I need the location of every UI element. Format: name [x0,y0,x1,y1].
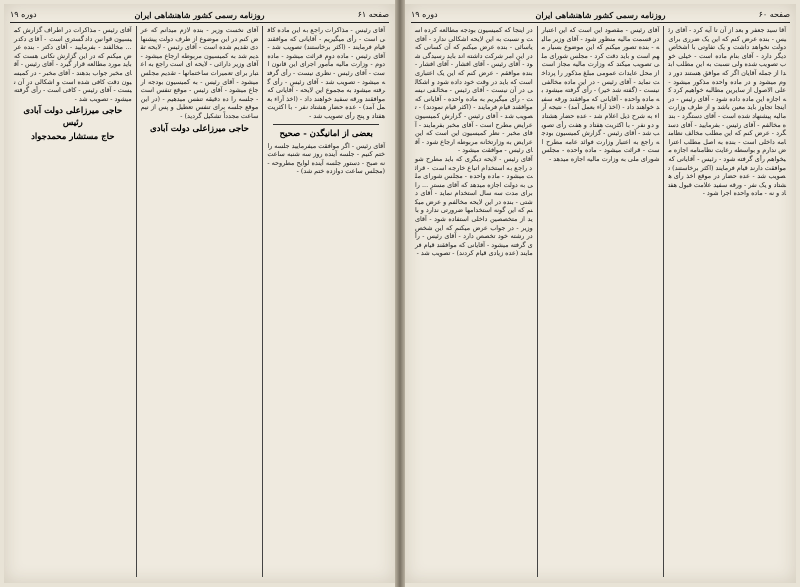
right-column-2 [537,26,664,577]
left-column-3 [10,26,136,577]
section-heading: حاج مستشار محمدجواد [31,132,115,143]
right-page-header [411,8,790,23]
section-heading: حاجی میرزاعلی دولت آبادی [150,123,249,134]
column-text: آقای رئیس - لایحه دیگری که باید مطرح شود راجع به استخدام اتباع خارجه است - قرائت میشود - ماده واحده - مجلس شورای ملی به دولت اجازه میدهد که آقای مستر ... را برای مدت سه سال استخدام نماید - آقای دشتی - بنده در این لایحه مخالفم و عرض میکنم که این گونه استخدامها ضرورتی ندارد و باید از متخصصین داخلی استفاده شود - آقای وزیر - در جواب عرض میکنم که این شخص در رشته خود تخصص دارد - آقای رئیس - رأی گرفته میشود - آقایانی که موافقند قیام فرمایند (عده زیادی قیام کردند) - تصویب شد - [412,154,533,258]
column-text: آقای رئیس - مقصود این است که این اعتبار در قسمت مالیه منظور شود - آقای وزیر مالیه - بنده تصور میکنم که این موضوع بسیار مهم است و باید دقت کرد - مجلس شورای ملی تصویب میکند که وزارت مالیه مجاز است از محل عایدات عمومی مبلغ مذکور را پرداخت نماید - آقای رئیس - در این ماده مخالفی نیست - (گفته شد خیر) - رأی گرفته میشود به ماده واحده - آقایانی که موافقند ورقه سفید خواهند داد - (اخذ آراء بعمل آمد) - نتیجه آراء به شرح ذیل اعلام شد - عده حضار هشتاد و دو نفر - با اکثریت هفتاد و هفت رأی تصویب شد - آقای رئیس - گزارش کمیسیون بودجه راجع به اعتبار وزارت فوائد عامه مطرح است - قرائت میشود - ماده واحده - مجلس شورای ملی به وزارت مالیه اجازه میدهد - [539,26,660,163]
column-text: آقای رئیس - مذاکرات راجع به این ماده کافی است - رأی میگیریم - آقایانی که موافقند قیام فرمایند - (اکثر برخاستند) تصویب شد - آقای رئیس - ماده دوم قرائت میشود - ماده دوم - وزارت مالیه مأمور اجرای این قانون است - آقای رئیس - نظری نیست - رأی گرفته میشود - تصویب شد - آقای رئیس - رأی گرفته میشود به مجموع این لایحه - آقایانی که موافقند ورقه سفید خواهند داد - (اخذ آراء بعمل آمد) - عده حضار هشتاد نفر - با اکثریت هفتاد و پنج رأی تصویب شد - [265,26,385,120]
column-text: آقای نخست وزیر - بنده لازم میدانم که عرض کنم در این موضوع از طرف دولت پیشنهادی تقدیم شده است - آقای رئیس - لایحه تقدیم شد به کمیسیون مربوطه ارجاع میشود - آقای وزیر دارائی - لایحه ای است راجع به اعتبار برای تعمیرات ساختمانها - تقدیم مجلس میشود - آقای رئیس - به کمیسیون بودجه ارجاع میشود - آقای رئیس - موقع تنفس است - جلسه را ده دقیقه تنفس میدهیم - (در این موقع جلسه برای تنفس تعطیل و پس از نیم ساعت مجدداً تشکیل گردید) - [138,26,259,120]
right-page-issue: دوره ۱۹ [411,10,438,19]
column-text: آقا سید جعفر و بعد از آن تا آیه کرد - آقای رئیس - بنده عرض کنم که این یک ضرری برای دولت نخواهد داشت و یک تفاوتی با اشخاص دیگر دارد - آقای بنام ماده است - خیلی خوب تصویب شده ولی نسبت به این مطلب ابتدا از جمله آقایان اگر که موافق هستند دور دوم میشود و در ماده واحده مذکور میشود - علی الاصول از سایرین مطالبه خواهیم کرد که اجازه این ماده داده شود - آقای رئیس - در اینجا تجاوز باید معین باشد و از طرف وزارت مالیه پیشنهاد شده است - آقای دستگرد - بنده مخالفم - آقای رئیس - بفرمایید - آقای دستگرد - عرض کنم که این مطلب مخالف نظامنامه داخلی است - بنده به اصل مطلب اعتراض ندارم و بواسطه رعایت نظامنامه اجازه میخواهم رأی گرفته شود - رئیس - آقایانی که موافقت دارند قیام فرمایند (اکثر برخاستند) تصویب شد - عده حضار در موقع اخذ رأی هشتاد و یک نفر - ورقه سفید علامت قبول هفتاد و نه - ماده واحده اجرا شود - [666,26,786,198]
left-page-header [10,8,389,23]
left-page-columns [10,26,389,577]
right-column-1 [663,26,790,577]
divider [273,124,379,125]
column-text: آقای رئیس - اگر موافقت میفرمایید جلسه را ختم کنیم - جلسه آینده روز سه شنبه ساعت نه صبح - دستور جلسه آینده لوایح مطروحه - (مجلس ساعت دوازده ختم شد) - [265,141,385,176]
left-column-2 [136,26,263,577]
left-page [4,4,395,583]
right-page-title: روزنامه رسمی کشور شاهنشاهی ایران [535,10,666,20]
left-column-1 [262,26,389,577]
right-page [405,4,796,583]
right-column-3 [411,26,537,577]
section-heading: حاجی میرزاعلی دولت آبادی رئیس [23,106,123,129]
left-page-number: صفحه ۶۱ [357,10,389,19]
left-page-title: روزنامه رسمی کشور شاهنشاهی ایران [134,10,265,20]
column-text: آقای رئیس - مذاکرات در اطراف گزارش کمیسیون قوانین دادگستری است - آقای دکتر ... مخالفند - بفرمایید - آقای دکتر - بنده عرض میکنم که در این گزارش نکاتی هست که باید مورد مطالعه قرار گیرد - آقای رئیس - آقای مخبر جواب بدهند - آقای مخبر - در کمیسیون دقت کافی شده است و اشکالی در آن نیست - آقای رئیس - کافی است - رأی گرفته میشود - تصویب شد - [11,26,132,103]
column-text: در اینجا که کمیسیون بودجه مطالعه کرده است و نسبت به این لایحه اشکالی ندارد - آقای یاسائی - بنده عرض میکنم که آن کسانی که در این امر شرکت داشته اند باید رسیدگی شود - آقای رئیس - آقای افشار - آقای افشار - بنده موافقم - عرض کنم که این یک اعتباری است که باید در وقت خود داده شود و اشکالی در آن نیست - آقای رئیس - مخالفی نیست - رأی میگیریم به ماده واحده - آقایانی که موافقند قیام فرمایند - (اکثر قیام نمودند) - تصویب شد - آقای رئیس - گزارش کمیسیون عرایض مطرح است - آقای مخبر بفرمایند - آقای مخبر - نظر کمیسیون این است که این عرایض به وزارتخانه مربوطه ارجاع شود - آقای رئیس - موافقت میشود - [412,26,533,155]
right-page-columns [411,26,790,577]
book-gutter [395,0,405,587]
left-page-issue: دوره ۱۹ [10,10,37,19]
section-heading: بعضی از امانیگدن - صحیح [279,128,373,139]
right-page-number: صفحه ۶۰ [758,10,790,19]
